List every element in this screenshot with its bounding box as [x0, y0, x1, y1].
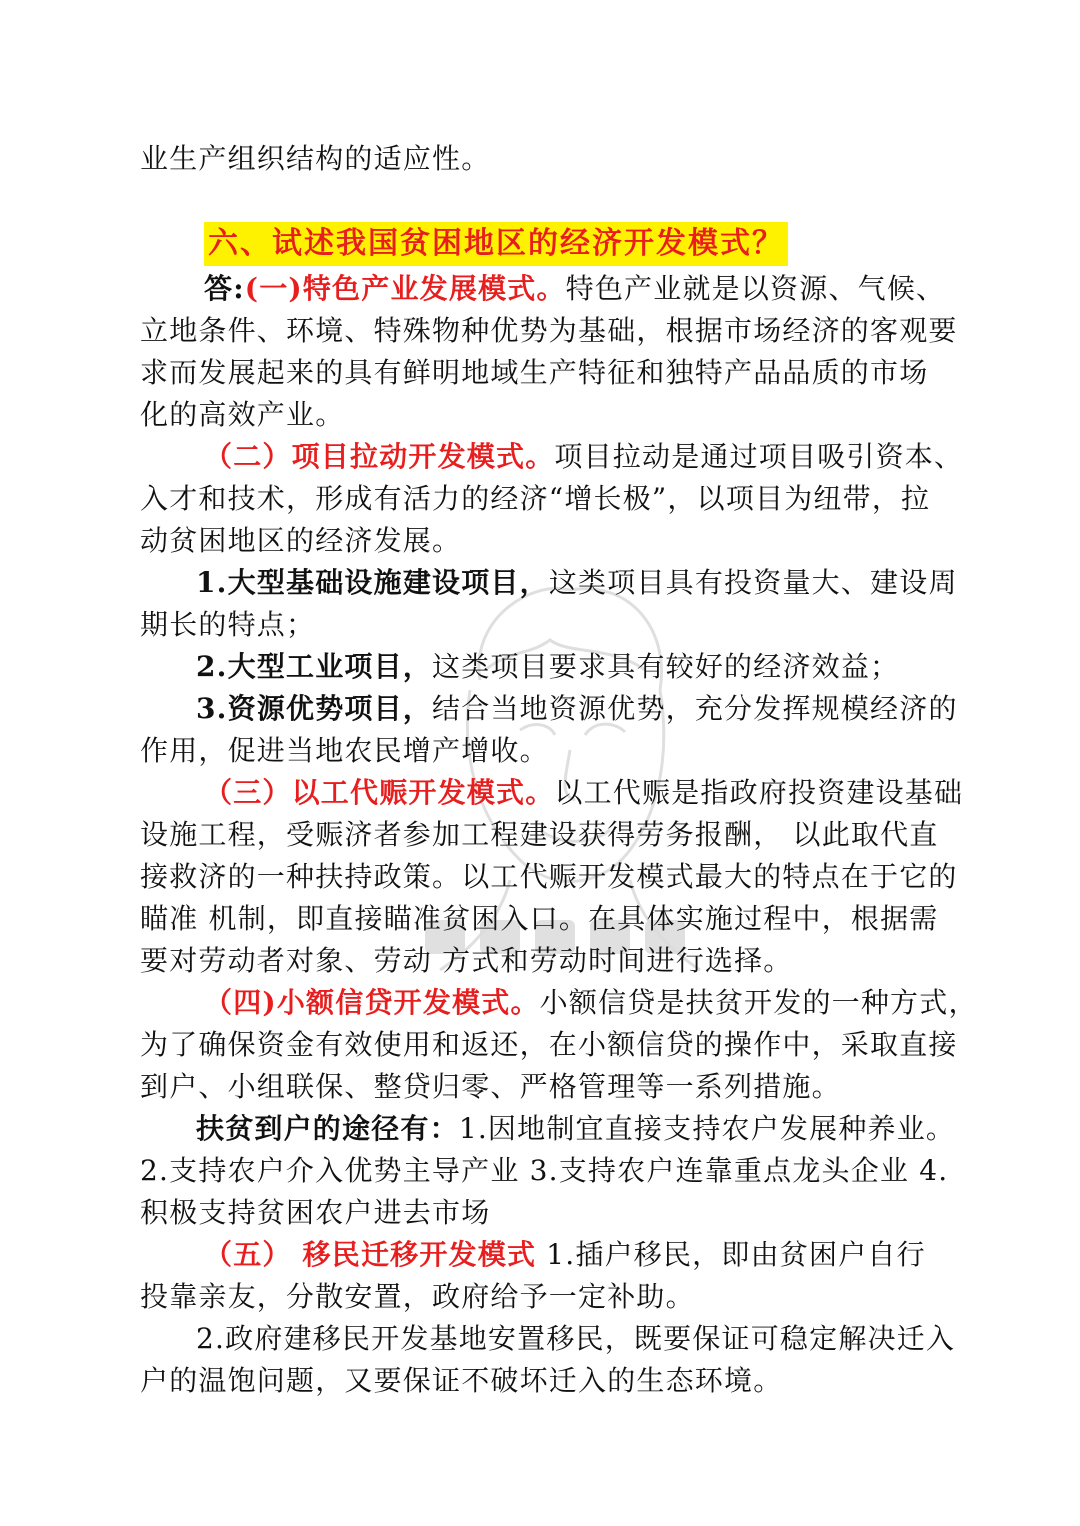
- section-2-line-2: 入才和技术，形成有活力的经济“增长极”，以项目为纽带，拉: [140, 482, 931, 515]
- section-4-text: 小额信贷是扶贫开发的一种方式，: [539, 986, 978, 1019]
- item-3-line: [196, 688, 958, 730]
- section-5-line-2: 投靠亲友，分散安置，政府给予一定补助。: [140, 1280, 695, 1313]
- item-2-text: 这类项目要求具有较好的经济效益；: [432, 650, 900, 683]
- routes-text-1: 1.因地制宜直接支持农户发展种养业。: [458, 1112, 956, 1145]
- section-3-line-2: 设施工程，受赈济者参加工程建设获得劳务报酬， 以此取代直: [140, 818, 939, 851]
- section-5-heading: （五） 移民迁移开发模式: [204, 1238, 537, 1271]
- section-2-text: 项目拉动是通过项目吸引资本、: [554, 440, 964, 473]
- section-3-text: 以工代赈是指政府投资建设基础: [554, 776, 964, 809]
- question-title: 六、试述我国贫困地区的经济开发模式？: [204, 222, 788, 266]
- section-4-line-3: 到户、小组联保、整贷归零、严格管理等一系列措施。: [140, 1070, 841, 1103]
- routes-line-1: [196, 1108, 955, 1150]
- section-4-line-2: 为了确保资金有效使用和返还，在小额信贷的操作中，采取直接: [140, 1028, 958, 1061]
- section-3-line-3: 接救济的一种扶持政策。以工代赈开发模式最大的特点在于它的: [140, 860, 958, 893]
- section-1-first-line: [204, 268, 945, 310]
- item-2-title: 2.大型工业项目，: [196, 650, 433, 683]
- section-1-line-3: 求而发展起来的具有鲜明地域生产特征和独特产品品质的市场: [140, 356, 929, 389]
- section-5-first-line: [204, 1234, 926, 1276]
- section-4-heading: （四)小额信贷开发模式。: [204, 986, 540, 1019]
- item-3-text: 结合当地资源优势，充分发挥规模经济的: [432, 692, 958, 725]
- section-2-first-line: [204, 436, 963, 478]
- item-1-line: [196, 562, 958, 604]
- item-1-line-2: 期长的特点；: [140, 608, 316, 641]
- section-2-heading: （二）项目拉动开发模式。: [204, 440, 555, 473]
- section-3-line-5: 要对劳动者对象、劳动 方式和劳动时间进行选择。: [140, 944, 793, 977]
- section-1-text: 特色产业就是以资源、气候、: [565, 272, 946, 305]
- item-1-text: 这类项目具有投资量大、建设周: [548, 566, 958, 599]
- item-1-title: 1.大型基础设施建设项目，: [196, 566, 549, 599]
- section-2-line-3: 动贫困地区的经济发展。: [140, 524, 462, 557]
- section-5-line-3: 2.政府建移民开发基地安置移民，既要保证可稳定解决迁入: [196, 1322, 956, 1355]
- section-4-first-line: [204, 982, 978, 1024]
- section-5-line-4: 户的温饱问题，又要保证不破坏迁入的生态环境。: [140, 1364, 783, 1397]
- routes-title: 扶贫到户的途径有：: [196, 1112, 459, 1145]
- item-3-line-2: 作用，促进当地农民增产增收。: [140, 734, 549, 767]
- answer-label: 答:: [204, 272, 245, 305]
- routes-line-2: 2.支持农户介入优势主导产业 3.支持农户连靠重点龙头企业 4.: [140, 1154, 949, 1187]
- section-3-heading: （三）以工代赈开发模式。: [204, 776, 555, 809]
- item-2-line: [196, 646, 899, 688]
- section-1-heading: (一)特色产业发展模式。: [244, 272, 566, 305]
- item-3-title: 3.资源优势项目，: [196, 692, 433, 725]
- section-1-line-2: 立地条件、环境、特殊物种优势为基础，根据市场经济的客观要: [140, 314, 958, 347]
- section-3-first-line: [204, 772, 963, 814]
- intro-tail-text: 业生产组织结构的适应性。: [140, 142, 491, 175]
- routes-line-3: 积极支持贫困农户进去市场: [140, 1196, 491, 1229]
- section-3-line-4: 瞄准 机制，即直接瞄准贫困入口。在具体实施过程中，根据需: [140, 902, 939, 935]
- section-5-text: 1.插户移民，即由贫困户自行: [536, 1238, 926, 1271]
- section-1-line-4: 化的高效产业。: [140, 398, 345, 431]
